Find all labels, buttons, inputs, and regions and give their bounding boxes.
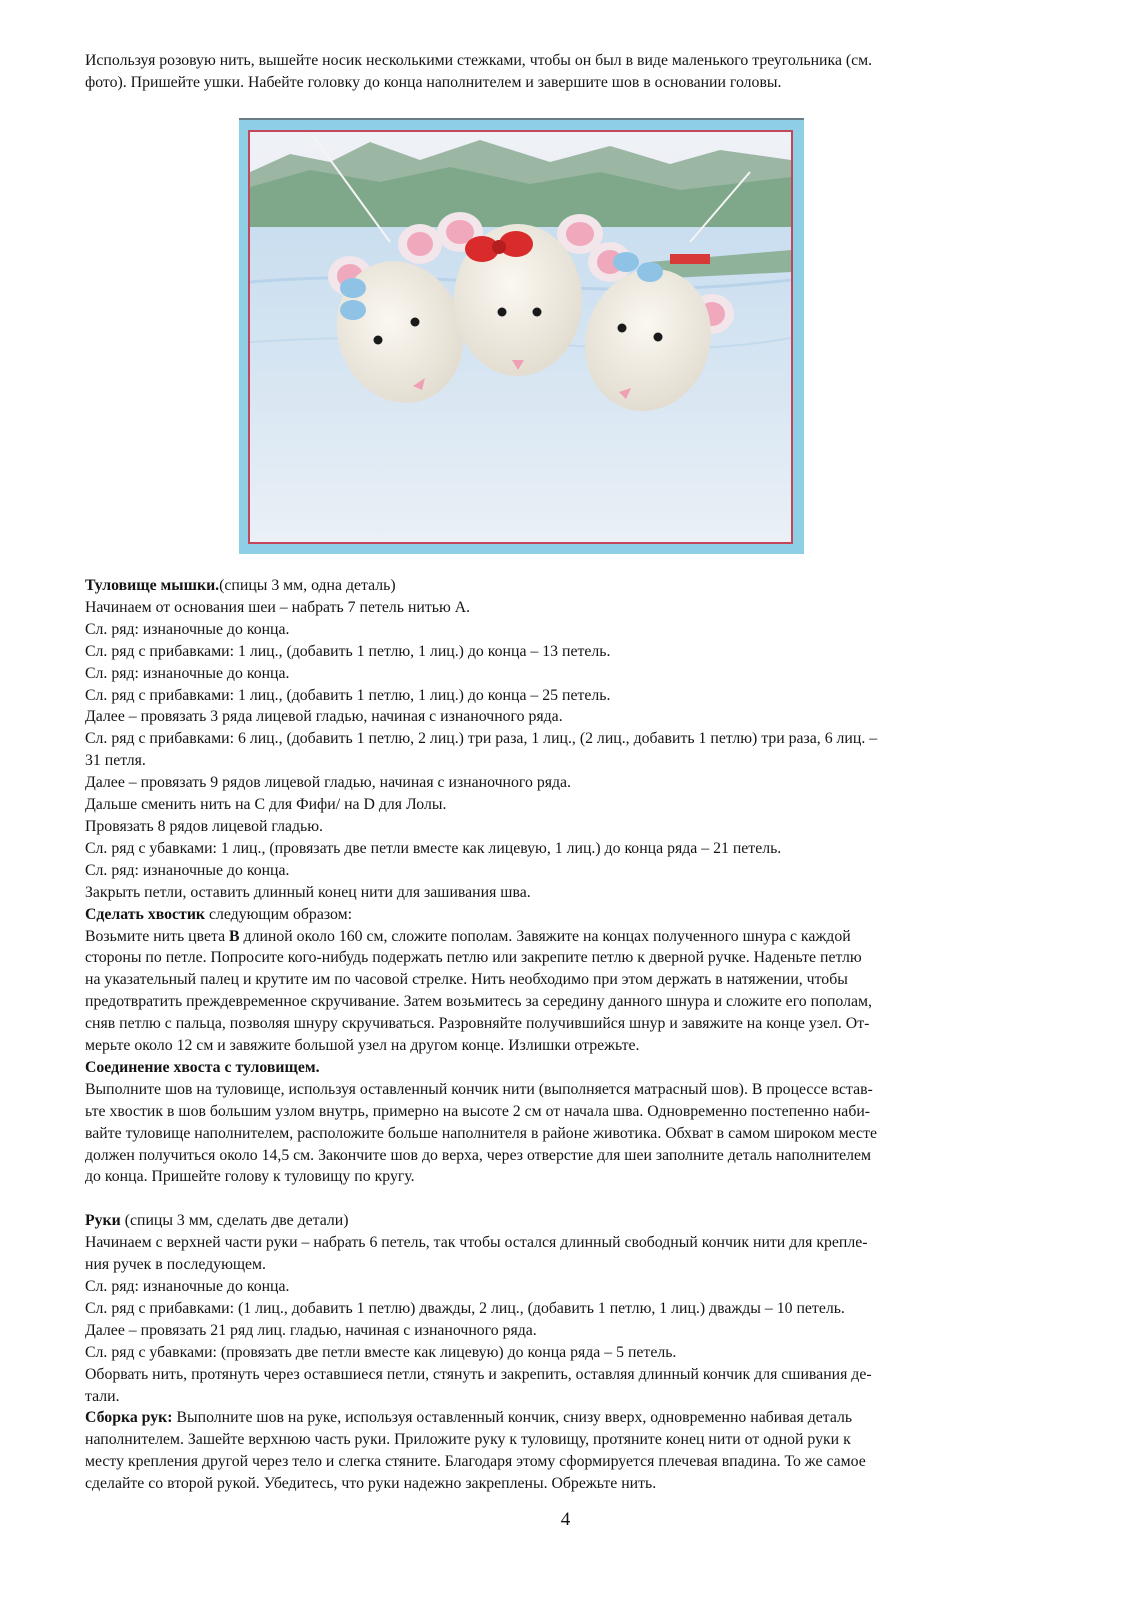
body-section-title: Туловище мышки. [85, 577, 220, 594]
assembly-line: сделайте со второй рукой. Убедитесь, что руки надежно закреплены. Обрежьте нить. [85, 1475, 657, 1493]
page-number: 4 [560, 1509, 571, 1530]
arms-line: Далее – провязать 21 ряд лиц. гладью, начиная с изнаночного ряда. [85, 1321, 537, 1339]
body-line: Сл. ряд с прибавками: 1 лиц., (добавить 1 петлю, 1 лиц.) до конца – 13 петель. [85, 642, 611, 660]
body-line: 31 петля. [85, 752, 146, 770]
body-line: Сл. ряд с прибавками: 1 лиц., (добавить 1 петлю, 1 лиц.) до конца – 25 петель. [85, 686, 611, 704]
body-line: Провязать 8 рядов лицевой гладью. [85, 817, 323, 835]
join-line: ьте хвостик в шов большим узлом внутрь, примерно на высоте 2 см от начала шва. Одновременно постепенно наби- [85, 1102, 871, 1120]
join-line: вайте туловище наполнителем, расположите больше наполнителя в районе животика. Обхват в самом широком месте [85, 1124, 877, 1142]
body-line: Закрыть петли, оставить длинный конец нити для зашивания шва. [85, 883, 531, 901]
tail-first-post: длиной около 160 см, сложите пополам. Завяжите на концах полученного шнура с каждой [239, 927, 851, 945]
arms-line: ния ручек в последующем. [85, 1256, 267, 1274]
body-section [85, 575, 1048, 1495]
mice-photo-illustration [250, 132, 791, 542]
tail-section-title: Сделать хвостик [85, 905, 206, 923]
intro-line: фото). Пришейте ушки. Набейте головку до конца наполнителем и завершите шов в основании головы. [85, 73, 782, 91]
intro-paragraph [85, 50, 1048, 94]
arms-section-title: Руки [85, 1212, 121, 1230]
join-section-title: Соединение хвоста с туловищем. [85, 1058, 320, 1076]
tail-line: предотвратить преждевременное скручивание. Затем возьмитесь за середину данного шнура и сложите его пополам, [85, 993, 872, 1011]
body-line: Сл. ряд: изнаночные до конца. [85, 620, 290, 638]
arms-line: Сл. ряд: изнаночные до конца. [85, 1277, 290, 1295]
section-spacer [85, 1188, 1048, 1210]
body-line: Сл. ряд с прибавками: 6 лиц., (добавить 1 петлю, 2 лиц.) три раза, 1 лиц., (2 лиц., добавить 1 петлю) три раза, 6 лиц. – [85, 730, 878, 748]
assembly-section-title: Сборка рук: [85, 1409, 173, 1427]
mice-photo [239, 118, 804, 554]
body-line: Сл. ряд: изнаночные до конца. [85, 861, 290, 879]
body-line: Дальше сменить нить на С для Фифи/ на D для Лолы. [85, 796, 447, 814]
arms-line: Оборвать нить, протянуть через оставшиеся петли, стянуть и закрепить, оставляя длинный кончик для сшивания де- [85, 1365, 872, 1383]
intro-line: Используя розовую нить, вышейте носик несколькими стежками, чтобы он был в виде маленького треугольника (см. [85, 52, 873, 69]
join-line: Выполните шов на туловище, используя оставленный кончик нити (выполняется матрасный шов). В процессе встав- [85, 1080, 873, 1098]
tail-first-bold: В [229, 927, 240, 945]
arms-line: тали. [85, 1387, 120, 1405]
tail-line: стороны по петле. Попросите кого-нибудь подержать петлю или закрепите петлю к дверной ручке. Наденьте петлю [85, 949, 862, 967]
body-line: Далее – провязать 9 рядов лицевой гладью, начиная с изнаночного ряда. [85, 774, 571, 792]
assembly-first-rest: Выполните шов на руке, используя оставленный кончик, снизу вверх, одновременно набивая деталь [172, 1409, 853, 1427]
arms-section-title-rest: (спицы 3 мм, сделать две детали) [120, 1212, 349, 1230]
body-line: Сл. ряд с убавками: 1 лиц., (провязать две петли вместе как лицевую, 1 лиц.) до конца ряда – 21 петель. [85, 839, 782, 857]
tail-line: сняв петлю с пальца, позволяя шнуру скручиваться. Разровняйте получившийся шнур и завяжите на конце узел. От- [85, 1015, 870, 1033]
tail-section-title-rest: следующим образом: [205, 905, 352, 923]
tail-line: мерьте около 12 см и завяжите большой узел на другом конце. Излишки отрежьте. [85, 1037, 640, 1055]
body-section-heading [85, 575, 1048, 597]
join-section-heading [85, 1057, 1048, 1079]
arms-line: Начинаем с верхней части руки – набрать 6 петель, так чтобы остался длинный свободный кончик нити для крепле- [85, 1234, 868, 1252]
assembly-line: наполнителем. Зашейте верхнюю часть руки. Приложите руку к туловищу, протяните конец нити от одной руки к [85, 1431, 851, 1449]
body-section-title-rest: (спицы 3 мм, одна деталь) [219, 577, 396, 594]
tail-first-pre: Возьмите нить цвета [85, 927, 230, 945]
arms-line: Сл. ряд с убавками: (провязать две петли вместе как лицевую) до конца ряда – 5 петель. [85, 1343, 677, 1361]
body-line: Далее – провязать 3 ряда лицевой гладью, начиная с изнаночного ряда. [85, 708, 563, 726]
photo-inner-border [248, 130, 793, 544]
assembly-section-heading [85, 1407, 1048, 1429]
assembly-line: месту крепления другой через тело и слегка стяните. Благодаря этому сформируется плечевая впадина. То же самое [85, 1453, 866, 1471]
body-line: Сл. ряд: изнаночные до конца. [85, 664, 290, 682]
body-line: Начинаем от основания шеи – набрать 7 петель нитью А. [85, 598, 471, 616]
tail-line: на указательный палец и крутите им по часовой стрелке. Нить необходимо при этом держать в натяжении, чтобы [85, 971, 848, 989]
join-line: должен получиться около 14,5 см. Закончите шов до верха, через отверстие для шеи заполните деталь наполнителем [85, 1146, 872, 1164]
tail-section-heading [85, 904, 1048, 926]
tail-line [85, 926, 1048, 948]
arms-section-heading [85, 1210, 1048, 1232]
arms-line: Сл. ряд с прибавками: (1 лиц., добавить 1 петлю) дважды, 2 лиц., (добавить 1 петлю, 1 лиц.) дважды – 10 петель. [85, 1299, 845, 1317]
join-line: до конца. Пришейте голову к туловищу по кругу. [85, 1168, 415, 1186]
